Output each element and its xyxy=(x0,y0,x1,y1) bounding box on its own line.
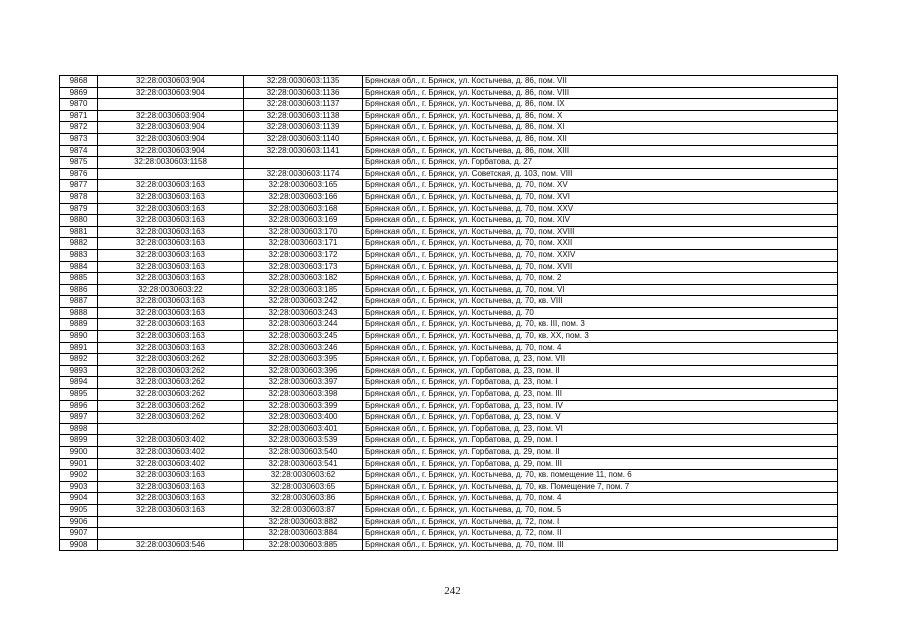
object-number-cell: 32:28:0030603:396 xyxy=(244,365,363,377)
row-number-cell: 9889 xyxy=(60,319,98,331)
address-cell: Брянская обл., г. Брянск, ул. Горбатова, д. 23, пом. VI xyxy=(363,423,838,435)
parcel-number-cell: 32:28:0030603:163 xyxy=(98,307,244,319)
parcel-number-cell: 32:28:0030603:22 xyxy=(98,284,244,296)
row-number-cell: 9869 xyxy=(60,87,98,99)
address-cell: Брянская обл., г. Брянск, ул. Костычева, д. 70, пом. 2 xyxy=(363,273,838,285)
row-number-cell: 9904 xyxy=(60,493,98,505)
object-number-cell: 32:28:0030603:1137 xyxy=(244,99,363,111)
row-number-cell: 9900 xyxy=(60,447,98,459)
row-number-cell: 9896 xyxy=(60,400,98,412)
row-number-cell: 9877 xyxy=(60,180,98,192)
object-number-cell: 32:28:0030603:87 xyxy=(244,504,363,516)
row-number-cell: 9898 xyxy=(60,423,98,435)
table-row xyxy=(60,400,838,412)
row-number-cell: 9880 xyxy=(60,215,98,227)
object-number-cell: 32:28:0030603:245 xyxy=(244,331,363,343)
address-cell: Брянская обл., г. Брянск, ул. Костычева, д. 70, пом. XXII xyxy=(363,238,838,250)
table-row xyxy=(60,377,838,389)
table-row xyxy=(60,249,838,261)
address-cell: Брянская обл., г. Брянск, ул. Костычева, д. 70, пом. XVIII xyxy=(363,226,838,238)
parcel-number-cell xyxy=(98,99,244,111)
parcel-number-cell xyxy=(98,528,244,540)
address-cell: Брянская обл., г. Брянск, ул. Горбатова, д. 29, пом. III xyxy=(363,458,838,470)
parcel-number-cell: 32:28:0030603:163 xyxy=(98,180,244,192)
parcel-number-cell: 32:28:0030603:904 xyxy=(98,122,244,134)
table-row xyxy=(60,307,838,319)
address-cell: Брянская обл., г. Брянск, ул. Костычева, д. 86, пом. XI xyxy=(363,122,838,134)
table-row xyxy=(60,493,838,505)
parcel-number-cell: 32:28:0030603:262 xyxy=(98,365,244,377)
address-cell: Брянская обл., г. Брянск, ул. Горбатова, д. 29, пом. I xyxy=(363,435,838,447)
object-number-cell: 32:28:0030603:399 xyxy=(244,400,363,412)
table-row xyxy=(60,133,838,145)
parcel-number-cell: 32:28:0030603:163 xyxy=(98,342,244,354)
parcel-number-cell: 32:28:0030603:163 xyxy=(98,296,244,308)
row-number-cell: 9872 xyxy=(60,122,98,134)
object-number-cell: 32:28:0030603:1141 xyxy=(244,145,363,157)
address-cell: Брянская обл., г. Брянск, ул. Костычева, д. 70, кв. Помещение 7, пом. 7 xyxy=(363,481,838,493)
parcel-number-cell: 32:28:0030603:163 xyxy=(98,191,244,203)
row-number-cell: 9879 xyxy=(60,203,98,215)
parcel-number-cell: 32:28:0030603:1158 xyxy=(98,157,244,169)
row-number-cell: 9885 xyxy=(60,273,98,285)
object-number-cell: 32:28:0030603:62 xyxy=(244,470,363,482)
parcel-number-cell: 32:28:0030603:163 xyxy=(98,261,244,273)
object-number-cell xyxy=(244,157,363,169)
parcel-number-cell: 32:28:0030603:904 xyxy=(98,110,244,122)
row-number-cell: 9903 xyxy=(60,481,98,493)
object-number-cell: 32:28:0030603:182 xyxy=(244,273,363,285)
table-row xyxy=(60,470,838,482)
object-number-cell: 32:28:0030603:400 xyxy=(244,412,363,424)
table-row xyxy=(60,504,838,516)
row-number-cell: 9908 xyxy=(60,539,98,551)
object-number-cell: 32:28:0030603:541 xyxy=(244,458,363,470)
parcel-number-cell: 32:28:0030603:402 xyxy=(98,447,244,459)
address-cell: Брянская обл., г. Брянск, ул. Костычева, д. 70, пом. XIV xyxy=(363,215,838,227)
address-cell: Брянская обл., г. Брянск, ул. Костычева, д. 86, пом. XII xyxy=(363,133,838,145)
address-cell: Брянская обл., г. Брянск, ул. Горбатова, д. 23, пом. II xyxy=(363,365,838,377)
address-cell: Брянская обл., г. Брянск, ул. Горбатова, д. 27 xyxy=(363,157,838,169)
object-number-cell: 32:28:0030603:172 xyxy=(244,249,363,261)
parcel-number-cell: 32:28:0030603:163 xyxy=(98,481,244,493)
row-number-cell: 9893 xyxy=(60,365,98,377)
address-cell: Брянская обл., г. Брянск, ул. Костычева, д. 86, пом. VIII xyxy=(363,87,838,99)
address-cell: Брянская обл., г. Брянск, ул. Костычева, д. 70, кв. VIII xyxy=(363,296,838,308)
object-number-cell: 32:28:0030603:401 xyxy=(244,423,363,435)
table-row xyxy=(60,528,838,540)
object-number-cell: 32:28:0030603:1138 xyxy=(244,110,363,122)
table-row xyxy=(60,273,838,285)
table-row xyxy=(60,342,838,354)
table-row xyxy=(60,145,838,157)
row-number-cell: 9883 xyxy=(60,249,98,261)
address-cell: Брянская обл., г. Брянск, ул. Костычева, д. 86, пом. IX xyxy=(363,99,838,111)
table-row xyxy=(60,226,838,238)
object-number-cell: 32:28:0030603:1139 xyxy=(244,122,363,134)
object-number-cell: 32:28:0030603:397 xyxy=(244,377,363,389)
table-row xyxy=(60,157,838,169)
parcel-number-cell: 32:28:0030603:262 xyxy=(98,377,244,389)
address-cell: Брянская обл., г. Брянск, ул. Костычева, д. 70, кв. XX, пом. 3 xyxy=(363,331,838,343)
table-row xyxy=(60,284,838,296)
object-number-cell: 32:28:0030603:168 xyxy=(244,203,363,215)
parcel-number-cell: 32:28:0030603:904 xyxy=(98,133,244,145)
object-number-cell: 32:28:0030603:395 xyxy=(244,354,363,366)
object-number-cell: 32:28:0030603:243 xyxy=(244,307,363,319)
object-number-cell: 32:28:0030603:244 xyxy=(244,319,363,331)
table-row xyxy=(60,168,838,180)
table-row xyxy=(60,331,838,343)
row-number-cell: 9887 xyxy=(60,296,98,308)
registry-table xyxy=(59,75,838,551)
object-number-cell: 32:28:0030603:166 xyxy=(244,191,363,203)
table-row xyxy=(60,458,838,470)
row-number-cell: 9899 xyxy=(60,435,98,447)
object-number-cell: 32:28:0030603:1135 xyxy=(244,76,363,88)
parcel-number-cell: 32:28:0030603:163 xyxy=(98,273,244,285)
row-number-cell: 9888 xyxy=(60,307,98,319)
address-cell: Брянская обл., г. Брянск, ул. Горбатова, д. 23, пом. IV xyxy=(363,400,838,412)
address-cell: Брянская обл., г. Брянск, ул. Костычева, д. 70, пом. XVI xyxy=(363,191,838,203)
parcel-number-cell: 32:28:0030603:262 xyxy=(98,412,244,424)
row-number-cell: 9871 xyxy=(60,110,98,122)
object-number-cell: 32:28:0030603:540 xyxy=(244,447,363,459)
row-number-cell: 9901 xyxy=(60,458,98,470)
object-number-cell: 32:28:0030603:246 xyxy=(244,342,363,354)
parcel-number-cell: 32:28:0030603:163 xyxy=(98,504,244,516)
row-number-cell: 9874 xyxy=(60,145,98,157)
parcel-number-cell: 32:28:0030603:163 xyxy=(98,331,244,343)
table-row xyxy=(60,261,838,273)
row-number-cell: 9906 xyxy=(60,516,98,528)
object-number-cell: 32:28:0030603:173 xyxy=(244,261,363,273)
table-row xyxy=(60,87,838,99)
table-row xyxy=(60,191,838,203)
table-row xyxy=(60,319,838,331)
parcel-number-cell: 32:28:0030603:262 xyxy=(98,354,244,366)
row-number-cell: 9870 xyxy=(60,99,98,111)
address-cell: Брянская обл., г. Брянск, ул. Костычева, д. 72, пом. II xyxy=(363,528,838,540)
parcel-number-cell: 32:28:0030603:163 xyxy=(98,215,244,227)
address-cell: Брянская обл., г. Брянск, ул. Горбатова, д. 23, пом. III xyxy=(363,389,838,401)
object-number-cell: 32:28:0030603:165 xyxy=(244,180,363,192)
address-cell: Брянская обл., г. Брянск, ул. Костычева, д. 86, пом. VII xyxy=(363,76,838,88)
object-number-cell: 32:28:0030603:242 xyxy=(244,296,363,308)
parcel-number-cell: 32:28:0030603:163 xyxy=(98,226,244,238)
row-number-cell: 9884 xyxy=(60,261,98,273)
row-number-cell: 9881 xyxy=(60,226,98,238)
address-cell: Брянская обл., г. Брянск, ул. Костычева, д. 70, пом. VI xyxy=(363,284,838,296)
parcel-number-cell: 32:28:0030603:163 xyxy=(98,238,244,250)
table-row xyxy=(60,215,838,227)
parcel-number-cell: 32:28:0030603:163 xyxy=(98,470,244,482)
object-number-cell: 32:28:0030603:539 xyxy=(244,435,363,447)
row-number-cell: 9895 xyxy=(60,389,98,401)
table-row xyxy=(60,99,838,111)
address-cell: Брянская обл., г. Брянск, ул. Костычева, д. 86, пом. X xyxy=(363,110,838,122)
parcel-number-cell: 32:28:0030603:904 xyxy=(98,87,244,99)
address-cell: Брянская обл., г. Брянск, ул. Костычева, д. 70, пом. XXV xyxy=(363,203,838,215)
row-number-cell: 9905 xyxy=(60,504,98,516)
address-cell: Брянская обл., г. Брянск, ул. Костычева, д. 70, пом. 4 xyxy=(363,493,838,505)
address-cell: Брянская обл., г. Брянск, ул. Костычева, д. 70 xyxy=(363,307,838,319)
row-number-cell: 9894 xyxy=(60,377,98,389)
object-number-cell: 32:28:0030603:1136 xyxy=(244,87,363,99)
object-number-cell: 32:28:0030603:1174 xyxy=(244,168,363,180)
table-row xyxy=(60,423,838,435)
table-row xyxy=(60,481,838,493)
table-row xyxy=(60,296,838,308)
object-number-cell: 32:28:0030603:171 xyxy=(244,238,363,250)
table-row xyxy=(60,238,838,250)
object-number-cell: 32:28:0030603:398 xyxy=(244,389,363,401)
row-number-cell: 9907 xyxy=(60,528,98,540)
address-cell: Брянская обл., г. Брянск, ул. Костычева, д. 86, пом. XIII xyxy=(363,145,838,157)
object-number-cell: 32:28:0030603:169 xyxy=(244,215,363,227)
registry-table-body xyxy=(60,76,838,551)
address-cell: Брянская обл., г. Брянск, ул. Костычева, д. 70, кв. помещение 11, пом. 6 xyxy=(363,470,838,482)
table-row xyxy=(60,180,838,192)
parcel-number-cell: 32:28:0030603:262 xyxy=(98,389,244,401)
address-cell: Брянская обл., г. Брянск, ул. Горбатова, д. 23, пом. V xyxy=(363,412,838,424)
row-number-cell: 9878 xyxy=(60,191,98,203)
object-number-cell: 32:28:0030603:86 xyxy=(244,493,363,505)
table-row xyxy=(60,122,838,134)
address-cell: Брянская обл., г. Брянск, ул. Горбатова, д. 29, пом. II xyxy=(363,447,838,459)
object-number-cell: 32:28:0030603:884 xyxy=(244,528,363,540)
table-row xyxy=(60,76,838,88)
object-number-cell: 32:28:0030603:885 xyxy=(244,539,363,551)
parcel-number-cell: 32:28:0030603:904 xyxy=(98,145,244,157)
table-row xyxy=(60,539,838,551)
object-number-cell: 32:28:0030603:170 xyxy=(244,226,363,238)
parcel-number-cell: 32:28:0030603:402 xyxy=(98,458,244,470)
row-number-cell: 9886 xyxy=(60,284,98,296)
table-row xyxy=(60,110,838,122)
table-row xyxy=(60,365,838,377)
parcel-number-cell: 32:28:0030603:546 xyxy=(98,539,244,551)
table-row xyxy=(60,435,838,447)
address-cell: Брянская обл., г. Брянск, ул. Костычева, д. 70, кв. III, пом. 3 xyxy=(363,319,838,331)
parcel-number-cell xyxy=(98,423,244,435)
table-row xyxy=(60,516,838,528)
address-cell: Брянская обл., г. Брянск, ул. Костычева, д. 70, пом. XVII xyxy=(363,261,838,273)
address-cell: Брянская обл., г. Брянск, ул. Костычева, д. 72, пом. I xyxy=(363,516,838,528)
object-number-cell: 32:28:0030603:882 xyxy=(244,516,363,528)
row-number-cell: 9876 xyxy=(60,168,98,180)
row-number-cell: 9868 xyxy=(60,76,98,88)
row-number-cell: 9891 xyxy=(60,342,98,354)
table-row xyxy=(60,412,838,424)
page-number: 242 xyxy=(444,585,461,597)
row-number-cell: 9882 xyxy=(60,238,98,250)
table-row xyxy=(60,354,838,366)
address-cell: Брянская обл., г. Брянск, ул. Костычева, д. 70, пом. XV xyxy=(363,180,838,192)
parcel-number-cell xyxy=(98,168,244,180)
parcel-number-cell: 32:28:0030603:163 xyxy=(98,203,244,215)
table-row xyxy=(60,447,838,459)
table-row xyxy=(60,203,838,215)
address-cell: Брянская обл., г. Брянск, ул. Костычева, д. 70, пом. 5 xyxy=(363,504,838,516)
row-number-cell: 9873 xyxy=(60,133,98,145)
address-cell: Брянская обл., г. Брянск, ул. Костычева, д. 70, пом. III xyxy=(363,539,838,551)
row-number-cell: 9902 xyxy=(60,470,98,482)
parcel-number-cell: 32:28:0030603:163 xyxy=(98,493,244,505)
parcel-number-cell: 32:28:0030603:262 xyxy=(98,400,244,412)
address-cell: Брянская обл., г. Брянск, ул. Горбатова, д. 23, пом. I xyxy=(363,377,838,389)
parcel-number-cell xyxy=(98,516,244,528)
table-row xyxy=(60,389,838,401)
object-number-cell: 32:28:0030603:65 xyxy=(244,481,363,493)
object-number-cell: 32:28:0030603:1140 xyxy=(244,133,363,145)
address-cell: Брянская обл., г. Брянск, ул. Костычева, д. 70, пом. XXIV xyxy=(363,249,838,261)
parcel-number-cell: 32:28:0030603:163 xyxy=(98,249,244,261)
address-cell: Брянская обл., г. Брянск, ул. Костычева, д. 70, пом. 4 xyxy=(363,342,838,354)
address-cell: Брянская обл., г. Брянск, ул. Советская, д. 103, пом. VIII xyxy=(363,168,838,180)
parcel-number-cell: 32:28:0030603:163 xyxy=(98,319,244,331)
row-number-cell: 9892 xyxy=(60,354,98,366)
parcel-number-cell: 32:28:0030603:402 xyxy=(98,435,244,447)
parcel-number-cell: 32:28:0030603:904 xyxy=(98,76,244,88)
address-cell: Брянская обл., г. Брянск, ул. Горбатова, д. 23, пом. VII xyxy=(363,354,838,366)
row-number-cell: 9897 xyxy=(60,412,98,424)
object-number-cell: 32:28:0030603:185 xyxy=(244,284,363,296)
row-number-cell: 9890 xyxy=(60,331,98,343)
row-number-cell: 9875 xyxy=(60,157,98,169)
